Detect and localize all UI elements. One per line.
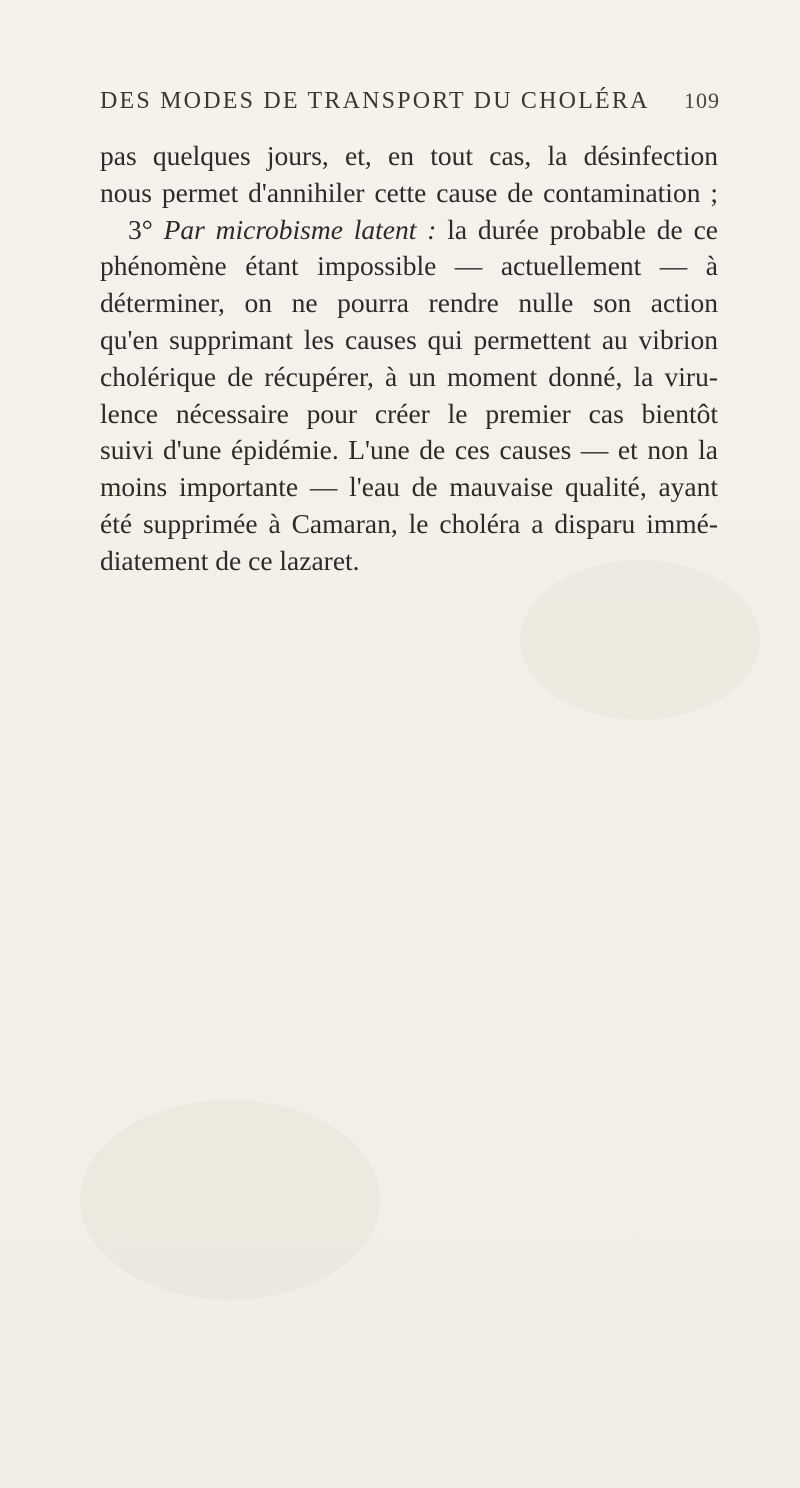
text-line: déterminer, on ne pourra rendre nulle son action [100,287,718,319]
page-number: 109 [684,88,720,113]
text-line: pas quelques jours, et, en tout cas, la désinfection [100,140,718,171]
text-line: nous permet d'annihiler cette cause de contamination ; [100,176,718,208]
paper-stain [80,1100,380,1300]
paper-stain [520,560,760,720]
body-text [100,138,718,580]
item-text: la durée probable de ce [436,213,718,245]
text-line-item-3 [100,212,718,249]
item-heading: Par microbisme latent : [163,213,437,245]
text-line: cholérique de récupérer, à un moment donné, la viru- [100,360,718,392]
text-line: été supprimée à Camaran, le choléra a disparu immé- [100,507,718,539]
text-line: lence nécessaire pour créer le premier cas bientôt [100,397,718,429]
text-line: moins importante — l'eau de mauvaise qualité, ayant [100,471,718,503]
text-line: phénomène étant impossible — actuellement — à [100,250,718,282]
item-number: 3° [128,213,164,245]
text-line-last: diatement de ce lazaret. [100,544,360,576]
running-head [100,88,720,128]
running-title: DES MODES DE TRANSPORT DU CHOLÉRA [100,88,650,114]
text-line: qu'en supprimant les causes qui permettent au vibrion [100,323,718,355]
text-line: suivi d'une épidémie. L'une de ces causes — et non la [100,434,718,466]
